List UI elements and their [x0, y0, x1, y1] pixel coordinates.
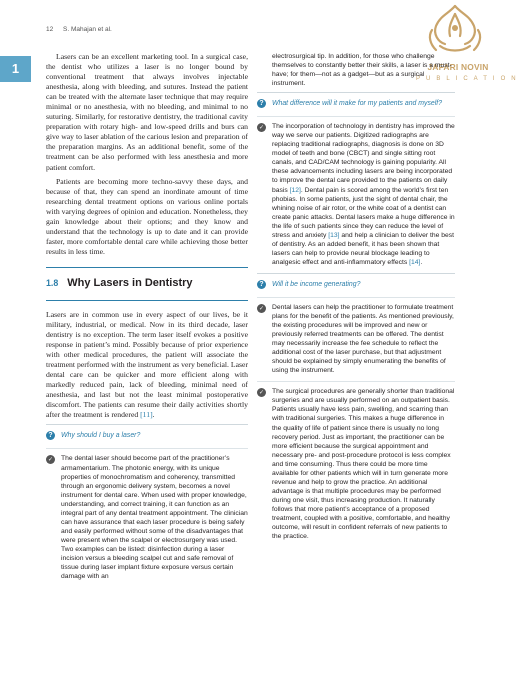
question-icon: ?	[257, 99, 266, 108]
answer-text	[272, 122, 455, 267]
answer-text: Dental lasers can help the practitioner to formulate treatment plans for the benefit of the patients. As mentioned previously, the existing procedures will be improved and new or previously referred treatments can be offered. The dentist may necessarily increase the fee schedule to reflect the additional cost of the laser purchase, but that adjustment should be explained by simply enumerating the benefits of using the instrument.	[272, 303, 454, 375]
citation-link[interactable]: [12]	[289, 186, 301, 194]
publisher-subtitle: PUBLICATION	[416, 76, 522, 82]
citation-link[interactable]: [14]	[409, 258, 421, 266]
citation-link[interactable]: [11]	[140, 410, 153, 420]
question-text: What difference will it make for my patients and myself?	[272, 100, 443, 108]
section-title: Why Lasers in Dentistry	[67, 276, 193, 289]
check-icon: ✓	[47, 456, 54, 464]
page-number: 12	[46, 26, 54, 33]
question-icon: ?	[46, 431, 55, 440]
answer-text-part: and help a clinician to deliver the best of dentistry. As an added benefit, it has been shown that lasers can help to provide neural blockage leading to analgesic effect and anti-inflammatory effects	[272, 231, 454, 266]
running-title: S. Mahajan et al.	[63, 26, 112, 33]
answer-text: The dental laser should become part of the practitioner’s armamentarium. The photonic energy, with its unique properties of monochromatism and coherency, transmitted through an ergonomic delivery system, becomes a novel instrument for dental care. When used with proper knowledge, understanding, and correct training, it can function as an integral part of any dental treatment appointment. The clinician can have assurance that each laser procedure is being safely and easily performed without some of the disadvantages that were present when the scalpel or electrosurgery was used. Two examples can be listed: disinfection during a laser incision versus a bleeding scalpel cut and safe removal of tissue during laser implant fixture exposure versus certain damage with an	[61, 455, 248, 581]
answer-continuation: electrosurgical tip. In addition, for those who challenge themselves to constantly better their skills, a laser is a must-have; for them—not as a gadget—but as a surgical instrument.	[272, 53, 452, 88]
section-number: 1.8	[46, 277, 59, 288]
chapter-tab: 1	[0, 56, 31, 82]
question-text: Why should I buy a laser?	[61, 432, 141, 440]
answer-box	[257, 116, 455, 267]
running-header	[46, 26, 112, 33]
question-text: Will it be income generating?	[272, 280, 361, 288]
question-icon: ?	[257, 280, 266, 289]
paragraph-text: Lasers are in common use in every aspect of our lives, be it military, industrial, or medical. Now in its third decade, laser dentistry is no exception. The term laser itself evokes a positive response in patient’s mind. Possibly because of prior experience with other medical procedures, the patient will associate the treatment performed with the instrument as very beneficial. Laser dental care can be quicker and more efficient along with markedly reduced pain, lack of bleeding, minimal need of anesthesia, and last but not the least minimal postoperative discomfort. The patients can resume their daily activities shortly after the treatment is rendered	[46, 309, 248, 420]
paragraph	[46, 310, 248, 421]
section-divider	[46, 300, 248, 301]
answer-box	[257, 297, 455, 375]
question-box	[257, 92, 455, 116]
section-heading	[46, 277, 248, 289]
answer-box	[257, 381, 455, 541]
check-icon: ✓	[258, 304, 265, 312]
answer-text-part: .	[420, 258, 423, 266]
question-box	[257, 273, 455, 297]
left-column	[46, 52, 248, 587]
section-divider	[46, 267, 248, 268]
answer-text: The surgical procedures are generally shorter than traditional surgeries and are usually performed on an outpatient basis. Patients usually have less pain, swelling, and scarring than with traditional surgeries. This makes a huge difference in the quality of life of patient since there is usually no long recovery period. Just as important, the practitioner can be more efficient because the surgical appointment and necessary pre- and post-procedure protocol is less complex and time consuming. Thus there could be more time available for other patients which will in turn generate more revenue and help to grow the practice. An additional advantage is that multiple procedures may be performed during one visit, thus increasing production. It naturally follows that more patient’s acceptance of a proposed treatment, coupled with a positive, comfortable, and healthy outcome, will result in confident referrals of new patients to the practice.	[272, 388, 455, 541]
check-icon: ✓	[258, 389, 265, 397]
answer-text-part: The incorporation of technology in dentistry has improved the way we serve our patients. Digitized radiographs are replacing traditional radiographs, diagnosis is done on 3D model of teeth and bone (CBCT) and single sitting root canals, and CAD/CAM technology is gaining popularity. All these advancements including lasers are being incorporated to improve the dental care provided to the patients on daily basis	[272, 123, 455, 194]
answer-text-part: . Dental pain is scored among the world’s first ten phobias. In some patients, just the sight of dental chair, the whining noise of air rotor, or the white coat of a dentist can create panic attacks. Dental lasers make a huge difference in the life of such patients since they can reduce the level of stress and anxiety	[272, 186, 455, 239]
question-box	[46, 424, 248, 448]
paragraph-text: .	[152, 410, 155, 420]
citation-link[interactable]: [13]	[328, 231, 340, 239]
right-column	[257, 52, 455, 547]
answer-box	[46, 448, 248, 581]
paragraph: Patients are becoming more techno-savvy these days, and because of that, they can spend an inordinate amount of time researching dental treatment options on various online portals with varying degrees of opinion and education. Nonetheless, they gain knowledge about their options; and they know and understand that the technology is up to date and it can provide faster, more comfortable dental care while achieving those better results in less time.	[46, 176, 248, 256]
publisher-name: JAFARI NOVIN	[427, 62, 489, 72]
check-icon: ✓	[258, 124, 265, 132]
paragraph: Lasers can be an excellent marketing tool. In a surgical case, the dentist who utilizes a laser is no longer bound by conventional treatment that always involves injectable anesthesia, along with bleeding, and sutures. Instead the patient can be treated with the alternate laser technique that may require minimal or no anesthesia, with no bleeding, and minimal to no suturing. Similarly, for restorative dentistry, the traditional cavity preparation with rotary high- and low-speed drills and burs can give way to laser ablation of the carious lesion and preparation of the preparation margins. As an additional benefit, some of the treatment can be also performed with less anesthesia and more patient comfort.	[46, 52, 248, 172]
